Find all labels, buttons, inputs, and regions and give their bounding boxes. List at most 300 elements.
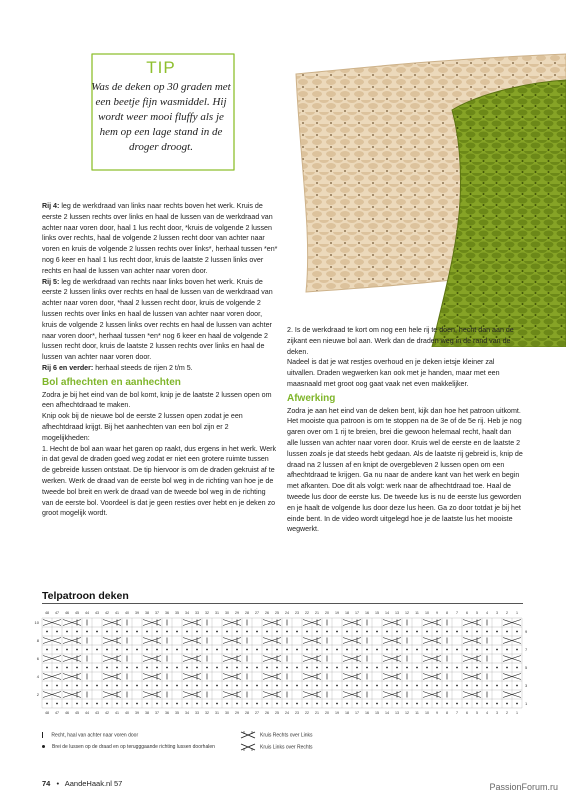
dot-stitch [236,667,238,669]
dot-stitch [126,667,128,669]
dot-stitch [496,649,498,651]
dot-stitch [286,685,288,687]
bottom-col-number: 9 [436,711,438,715]
chart-legend [42,732,382,752]
top-col-number: 13 [395,611,399,615]
dot-stitch [466,703,468,705]
bottom-col-number: 3 [496,711,498,715]
bottom-col-number: 47 [55,711,59,715]
dot-stitch [56,649,58,651]
dot-stitch [406,631,408,633]
dot-stitch [96,703,98,705]
dot-stitch [56,631,58,633]
dot-stitch [286,631,288,633]
section-heading-afwerking: Afwerking [287,392,336,404]
dot-stitch [436,631,438,633]
bottom-col-number: 30 [225,711,229,715]
cross-left-icon [240,743,256,751]
dot-stitch [196,667,198,669]
dot-stitch [46,685,48,687]
dot-stitch [176,667,178,669]
dot-stitch [516,631,518,633]
dot-stitch [236,685,238,687]
top-col-number: 33 [195,611,199,615]
dot-stitch [86,685,88,687]
dot-stitch [276,667,278,669]
dot-stitch [216,703,218,705]
dot-stitch [486,703,488,705]
legend-item-cross-left [240,743,313,751]
dot-stitch [206,685,208,687]
bottom-col-number: 17 [355,711,359,715]
top-col-number: 14 [385,611,389,615]
dot-stitch [326,667,328,669]
rij5-paragraph [42,277,278,363]
dot-stitch [256,703,258,705]
dot-stitch [316,703,318,705]
dot-stitch [196,703,198,705]
dot-stitch [436,667,438,669]
dot-stitch [246,649,248,651]
dot-stitch [66,685,68,687]
top-col-number: 6 [466,611,468,615]
bottom-col-number: 12 [405,711,409,715]
top-col-number: 12 [405,611,409,615]
dot-stitch [116,631,118,633]
top-col-number: 5 [476,611,478,615]
dot-stitch [376,649,378,651]
dot-stitch [136,631,138,633]
top-col-number: 2 [506,611,508,615]
dot-stitch [486,631,488,633]
left-column [42,201,278,519]
dot-stitch [56,667,58,669]
dot-stitch [386,685,388,687]
dot-stitch [116,649,118,651]
dot-stitch [216,685,218,687]
dot-stitch [516,649,518,651]
dot-stitch [276,631,278,633]
dot-stitch [166,667,168,669]
dot-stitch [186,685,188,687]
dot-stitch [76,649,78,651]
dot-stitch [466,631,468,633]
bottom-col-number: 15 [375,711,379,715]
bottom-col-number: 38 [145,711,149,715]
bottom-col-number: 19 [335,711,339,715]
dot-stitch [276,649,278,651]
dot-stitch [456,631,458,633]
dot-stitch [496,631,498,633]
dot-stitch [306,667,308,669]
dot-stitch [166,649,168,651]
dot-stitch [266,631,268,633]
dot-stitch [396,703,398,705]
dot-stitch [446,703,448,705]
footer-bullet: • [56,779,60,788]
dot-stitch [516,667,518,669]
bol-paragraph-2: Knip ook bij de nieuwe bol de eerste 2 lussen open zodat je een afhechtdraad krijgt. Bij het aanhechten van een bol zijn er 2 mogelijkheden: [42,412,243,442]
dot-stitch [436,649,438,651]
right-row-number: 3 [525,683,528,688]
dot-stitch [176,631,178,633]
dot-stitch [306,649,308,651]
top-col-number: 23 [295,611,299,615]
dot-stitch [356,631,358,633]
dot-stitch [206,649,208,651]
dot-stitch [506,703,508,705]
bottom-col-number: 44 [85,711,89,715]
dot-stitch [186,649,188,651]
bottom-col-number: 40 [125,711,129,715]
dot-stitch [66,667,68,669]
dot-stitch [466,685,468,687]
dot-stitch [326,703,328,705]
dot-stitch [346,703,348,705]
dot-stitch [46,649,48,651]
dot-stitch [456,685,458,687]
dot-stitch [246,703,248,705]
bottom-col-number: 37 [155,711,159,715]
dot-stitch [506,685,508,687]
rij6-paragraph [42,363,278,374]
dot-stitch [356,649,358,651]
top-col-number: 39 [135,611,139,615]
dot-stitch [146,685,148,687]
bottom-col-number: 29 [235,711,239,715]
dot-stitch [86,667,88,669]
dot-stitch [256,649,258,651]
dot-stitch [396,649,398,651]
dot-stitch [266,649,268,651]
dot-stitch [506,631,508,633]
dot-stitch [296,685,298,687]
top-col-number: 25 [275,611,279,615]
dot-stitch [166,703,168,705]
dot-stitch [326,631,328,633]
bottom-col-number: 16 [365,711,369,715]
dot-stitch [426,685,428,687]
dot-stitch [386,703,388,705]
dot-stitch [236,649,238,651]
dot-stitch [236,703,238,705]
top-col-number: 16 [365,611,369,615]
bottom-col-number: 31 [215,711,219,715]
dot-stitch [216,631,218,633]
dot-stitch [396,685,398,687]
legend-label-recht: Recht, haal van achter naar voren door [51,732,139,739]
dot-stitch [286,703,288,705]
dot-stitch [126,685,128,687]
dot-stitch [316,667,318,669]
dot-stitch [106,667,108,669]
top-col-number: 27 [255,611,259,615]
dot-stitch [516,703,518,705]
right-column [287,325,523,535]
dot-stitch [506,667,508,669]
dot-stitch [46,631,48,633]
dot-stitch [396,667,398,669]
bottom-col-number: 24 [285,711,289,715]
bottom-col-number: 23 [295,711,299,715]
dot-stitch [456,649,458,651]
dot-stitch [136,703,138,705]
top-col-number: 19 [335,611,339,615]
bottom-col-number: 42 [105,711,109,715]
tip-box [88,52,268,174]
top-col-number: 21 [315,611,319,615]
top-col-number: 29 [235,611,239,615]
legend-label-dot: Brei de lussen op de draad en op terugggaande richting lussen doorhalen [52,744,215,750]
dot-stitch [346,667,348,669]
dot-stitch [316,649,318,651]
dot-stitch [416,685,418,687]
dot-stitch [356,703,358,705]
dot-stitch [136,685,138,687]
dot-stitch [306,631,308,633]
dot-stitch [336,667,338,669]
dot-stitch [236,631,238,633]
dot-stitch [446,667,448,669]
top-col-number: 7 [456,611,458,615]
dot-stitch [416,667,418,669]
dot-stitch [196,649,198,651]
top-col-number: 18 [345,611,349,615]
dot-stitch [106,703,108,705]
bottom-col-number: 4 [486,711,488,715]
dot-stitch [156,649,158,651]
bottom-col-number: 1 [516,711,518,715]
dot-stitch [416,649,418,651]
page-number: 74 [42,779,51,788]
dot-stitch [496,703,498,705]
dot-stitch [206,631,208,633]
right-row-number: 9 [525,629,528,634]
section-heading-bol: Bol afhechten en aanhechten [42,376,181,388]
top-col-number: 43 [95,611,99,615]
dot-stitch [206,667,208,669]
dot-stitch [326,649,328,651]
dot-stitch [156,703,158,705]
dot-stitch [506,649,508,651]
dot-stitch [386,667,388,669]
dot-stitch [146,667,148,669]
dot-stitch [366,631,368,633]
bottom-col-number: 13 [395,711,399,715]
dot-stitch [76,667,78,669]
dot-stitch [246,685,248,687]
dot-stitch [496,667,498,669]
dot-stitch [436,703,438,705]
dot-stitch [406,667,408,669]
top-col-number: 9 [436,611,438,615]
top-col-number: 40 [125,611,129,615]
legend-label-cross-left: Kruis Links over Rechts [260,744,313,751]
dot-stitch [306,685,308,687]
rij5-label: Rij 5: [42,277,60,286]
dot-stitch [46,703,48,705]
tip-title: TIP [146,58,176,77]
dot-stitch [316,685,318,687]
bottom-col-number: 27 [255,711,259,715]
dot-stitch [176,685,178,687]
dot-stitch [466,667,468,669]
dot-stitch [226,631,228,633]
dot-stitch [136,667,138,669]
top-col-number: 28 [245,611,249,615]
bottom-col-number: 46 [65,711,69,715]
dot-stitch [96,667,98,669]
dot-stitch [116,667,118,669]
left-row-number: 10 [34,620,39,625]
dot-stitch [166,685,168,687]
afwerking-paragraph: Zodra je aan het eind van de deken bent, kijk dan hoe het patroon uitkomt. Het mooiste qua patroon is om te stoppen na de 3e of de 5e rij. Heb je nog garen over om 1 rij te breien, brei die gewoon helemaal recht, haalt dan alle lussen van achter naar voren door. Kruis wel de eerste en de laatste 2 lussen zoals je dat steeds hebt gedaan. Als de laatste rij gebreid is, knip de draad na 2 lussen af en knipt de overgebleven 2 lussen open om een afhechtdraad te krijgen. Ga nu naar de andere kant van het werk en begin met afkanten. Doe dit als volgt: werk naar de afhechtdraad toe. Haal de tweede lus door de eerste lus. De tweede lus is nu de eerste lus geworden en je haalt de volgende lus door deze lus heen. Ga zo door totdat je bij het einde bent. In de video wordt uitgelegd hoe je de laatste lus het mooiste wegwerkt. [287,406,523,534]
dot-stitch [166,631,168,633]
dot-stitch [386,649,388,651]
dot-stitch [376,667,378,669]
bar-icon [42,732,43,738]
dot-stitch [196,631,198,633]
top-col-number: 35 [175,611,179,615]
dot-stitch [76,703,78,705]
dot-stitch [336,703,338,705]
top-col-number: 8 [446,611,448,615]
left-row-number: 2 [36,692,39,697]
right-paragraph-2: Nadeel is dat je wat restjes overhoud en je deken ietsje kleiner zal uitvallen. Draden wegwerken kan ook met je handen, maar met een maasnaald met groot oog gaat vaak net even makkelijker. [287,358,500,388]
top-col-number: 44 [85,611,89,615]
bottom-col-number: 10 [425,711,429,715]
dot-stitch [476,703,478,705]
dot-stitch [96,631,98,633]
dot-stitch [496,685,498,687]
top-col-number: 37 [155,611,159,615]
top-col-number: 26 [265,611,269,615]
dot-stitch [356,667,358,669]
dot-stitch [446,685,448,687]
top-col-number: 45 [75,611,79,615]
top-col-number: 15 [375,611,379,615]
dot-stitch [126,649,128,651]
dot-stitch [186,631,188,633]
bottom-col-number: 21 [315,711,319,715]
dot-stitch [406,649,408,651]
top-col-number: 30 [225,611,229,615]
dot-stitch [256,667,258,669]
top-col-number: 3 [496,611,498,615]
chart-title: Telpatroon deken [42,590,129,602]
bol-paragraph-3: 1. Hecht de bol aan waar het garen op raakt, dus ergens in het werk. Werk in dat geval de draden goed weg zodat er niet een grotere ruimte tussen de gebreide lussen ontstaat. De tip hiervoor is om de draden gekruist af te werken. Werk de draad van de eerste bol weg in de richting van hoe je de tweede bol breit en werk de draad van de tweede bol weg in de richting van de eerste bol. Voordeel is dat je geen resties over hebt en je deken zo groot mogelijk wordt. [42,444,277,518]
bottom-col-number: 33 [195,711,199,715]
dot-stitch [276,703,278,705]
bottom-col-number: 18 [345,711,349,715]
top-col-number: 22 [305,611,309,615]
dot-stitch [376,631,378,633]
top-col-number: 17 [355,611,359,615]
dot-stitch [306,703,308,705]
dot-stitch [146,649,148,651]
dot-stitch [296,703,298,705]
dot-stitch [366,649,368,651]
dot-stitch [316,631,318,633]
bottom-col-number: 39 [135,711,139,715]
dot-stitch [346,685,348,687]
top-col-number: 31 [215,611,219,615]
dot-stitch [246,631,248,633]
dot-stitch [426,649,428,651]
dot-stitch [346,631,348,633]
dot-stitch [106,649,108,651]
dot-stitch [356,685,358,687]
dot-stitch [136,649,138,651]
right-row-number: 7 [525,647,528,652]
bottom-col-number: 28 [245,711,249,715]
bottom-col-number: 14 [385,711,389,715]
dot-stitch [406,685,408,687]
dot-stitch [446,631,448,633]
right-row-number: 5 [525,665,528,670]
bottom-col-number: 36 [165,711,169,715]
dot-stitch [256,685,258,687]
dot-stitch [426,667,428,669]
top-col-number: 11 [415,611,419,615]
top-col-number: 47 [55,611,59,615]
dot-stitch [226,649,228,651]
dot-stitch [266,703,268,705]
dot-stitch [266,685,268,687]
bottom-col-number: 32 [205,711,209,715]
dot-stitch [426,703,428,705]
dot-stitch [516,685,518,687]
cross-right-icon [240,731,256,739]
dot-stitch [326,685,328,687]
chart-title-rule [42,603,523,604]
dot-stitch [86,649,88,651]
bottom-col-number: 34 [185,711,189,715]
dot-stitch [406,703,408,705]
top-col-number: 1 [516,611,518,615]
top-col-number: 4 [486,611,488,615]
dot-stitch [336,631,338,633]
dot-stitch [436,685,438,687]
dot-stitch [346,649,348,651]
dot-stitch [376,685,378,687]
dot-stitch [426,631,428,633]
top-col-number: 10 [425,611,429,615]
dot-stitch [336,649,338,651]
bottom-col-number: 6 [466,711,468,715]
rij5-text: leg de werkdraad van rechts naar links boven het werk. Kruis de eerste 2 lussen links over rechts en haal de lussen van de werkdraad van achter naar voren door, *haal 2 lussen recht door, kruis de volgende 2 lussen rechts over links en haal de lussen van achter naar voren door, kruis de volgende 2 lussen links over rechts en haal de lussen van achter naar voren door*, herhaal tussen *en* nog 6 keer en haal de volgende 2 lussen recht door, kruis de laatste 2 lussen rechts over links en haal de lussen van achter naar voren door. [42,277,273,362]
magazine-name: AandeHaak.nl 57 [64,779,123,788]
dot-stitch [156,631,158,633]
dot-stitch [256,631,258,633]
dot-stitch [266,667,268,669]
dot-stitch [216,649,218,651]
dot-stitch [286,649,288,651]
left-row-number: 6 [36,656,39,661]
dot-stitch [106,685,108,687]
rij6-label: Rij 6 en verder: [42,363,94,372]
top-col-number: 34 [185,611,189,615]
dot-stitch [56,685,58,687]
dot-stitch [366,685,368,687]
dot-stitch [156,685,158,687]
dot-stitch [366,667,368,669]
bottom-col-number: 25 [275,711,279,715]
legend-item-dot [42,744,215,750]
bottom-col-number: 45 [75,711,79,715]
dot-stitch [476,667,478,669]
dot-stitch [96,649,98,651]
